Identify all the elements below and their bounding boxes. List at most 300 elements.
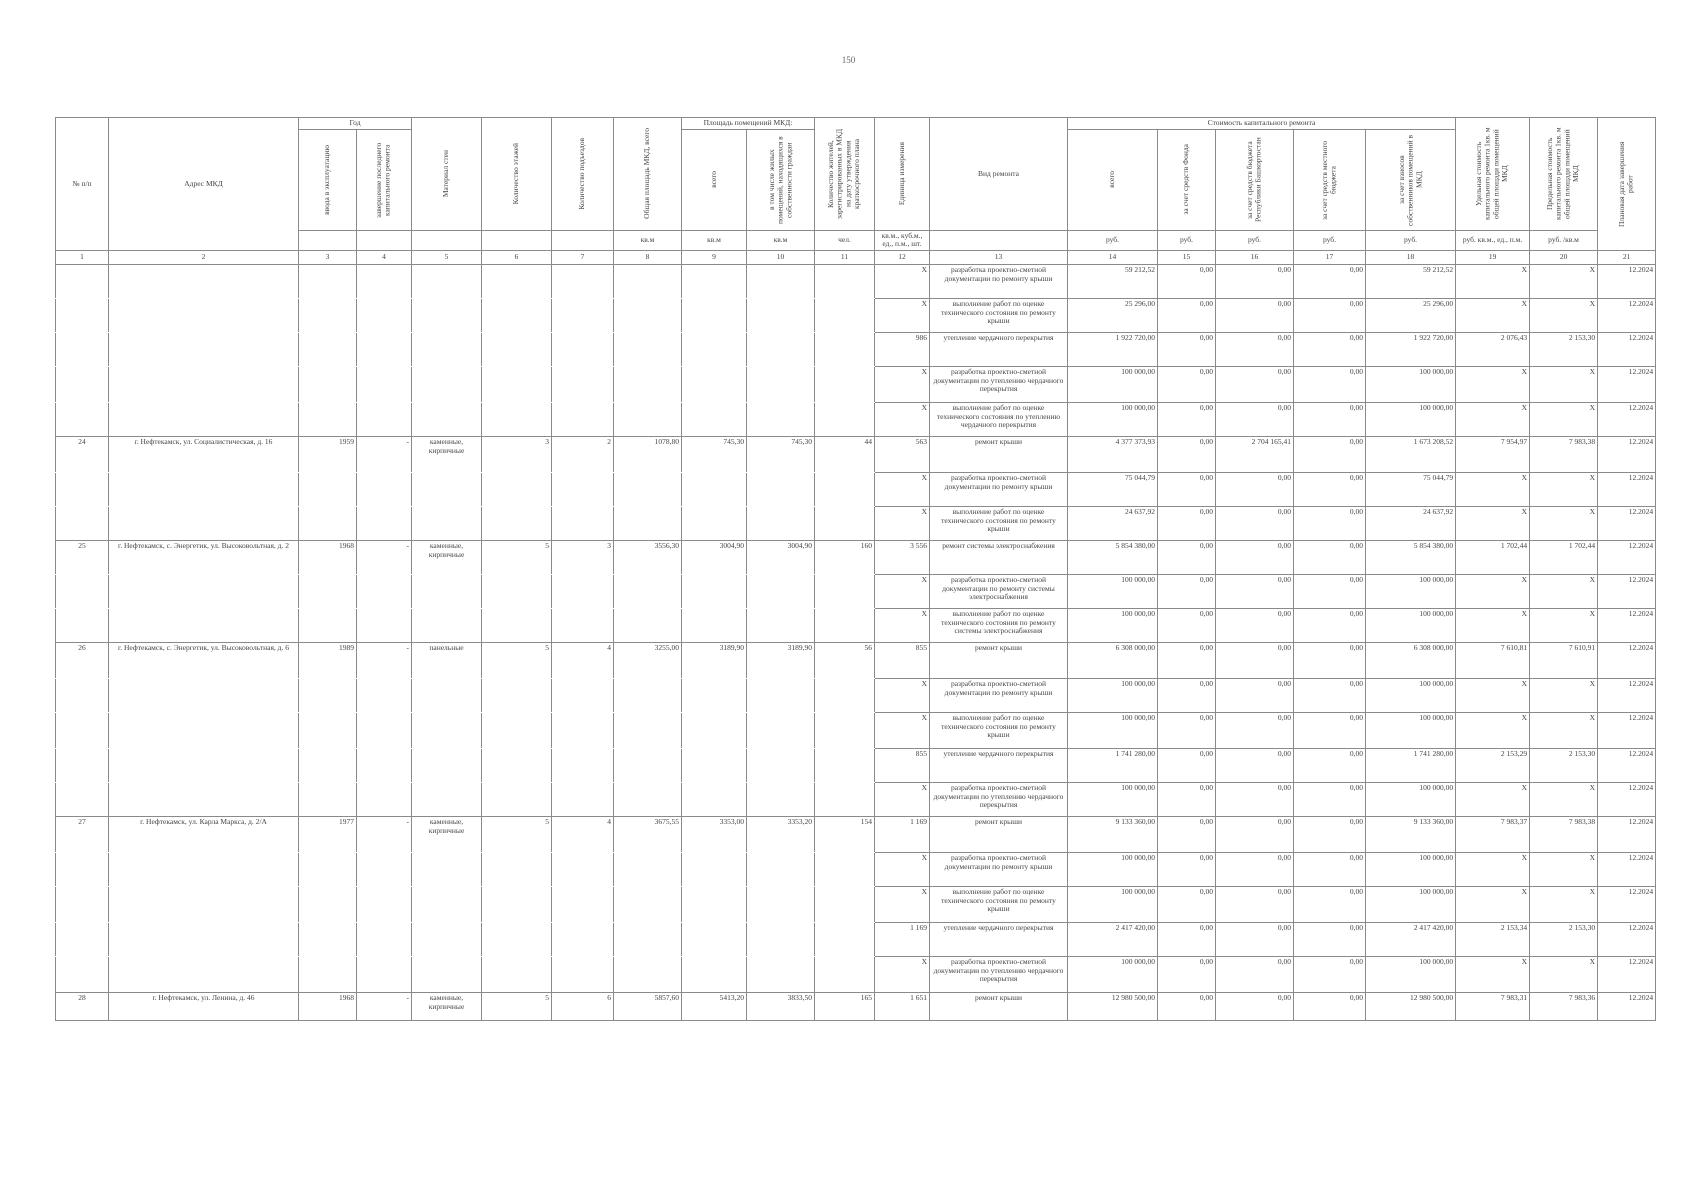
planned-date: 12.2024	[1598, 712, 1656, 748]
unit-value: 986	[875, 332, 930, 366]
cost-rb: 0,00	[1216, 506, 1294, 540]
area-residential	[747, 264, 815, 298]
total-area	[614, 712, 682, 748]
repair-type: ремонт крыши	[930, 992, 1068, 1020]
cost-mb: 0,00	[1294, 540, 1366, 574]
unit-value: 855	[875, 748, 930, 782]
floors	[482, 886, 552, 922]
area-residential: 3004,90	[747, 540, 815, 574]
wall-material	[412, 264, 482, 298]
floors	[482, 472, 552, 506]
unit-value: X	[875, 402, 930, 436]
planned-date: 12.2024	[1598, 366, 1656, 402]
wall-material	[412, 922, 482, 956]
floors: 5	[482, 642, 552, 678]
year-last-repair: -	[357, 436, 412, 472]
year-commissioned	[299, 472, 357, 506]
residents: 165	[815, 992, 875, 1020]
entrances	[552, 608, 614, 642]
floors	[482, 298, 552, 332]
cost-mb: 0,00	[1294, 574, 1366, 608]
area-premises	[682, 782, 747, 816]
repair-type: разработка проектно-сметной документации по ремонту крыши	[930, 472, 1068, 506]
residents	[815, 608, 875, 642]
cost-total: 4 377 373,93	[1068, 436, 1158, 472]
limit-cost: X	[1530, 712, 1598, 748]
address	[109, 506, 299, 540]
area-residential	[747, 852, 815, 886]
header-planned-date: Плановая дата завершения работ	[1598, 118, 1656, 251]
repair-type: разработка проектно-сметной документации по ремонту крыши	[930, 678, 1068, 712]
year-commissioned	[299, 678, 357, 712]
planned-date: 12.2024	[1598, 540, 1656, 574]
year-commissioned	[299, 608, 357, 642]
floors	[482, 402, 552, 436]
year-commissioned	[299, 298, 357, 332]
wall-material	[412, 782, 482, 816]
specific-cost: X	[1456, 678, 1530, 712]
entrances: 4	[552, 816, 614, 852]
header-cost-total: всего	[1068, 129, 1158, 230]
cost-total: 59 212,52	[1068, 264, 1158, 298]
row-number	[56, 332, 109, 366]
address	[109, 298, 299, 332]
cost-owners: 100 000,00	[1366, 852, 1456, 886]
year-last-repair	[357, 886, 412, 922]
year-last-repair	[357, 712, 412, 748]
specific-cost: X	[1456, 852, 1530, 886]
year-last-repair: -	[357, 540, 412, 574]
specific-cost: X	[1456, 402, 1530, 436]
wall-material	[412, 886, 482, 922]
planned-date: 12.2024	[1598, 992, 1656, 1020]
cost-mb: 0,00	[1294, 852, 1366, 886]
cost-total: 24 637,92	[1068, 506, 1158, 540]
cost-fund: 0,00	[1158, 678, 1216, 712]
header-year-group: Год	[299, 118, 412, 130]
header-area-total: всего	[682, 129, 747, 230]
total-area	[614, 574, 682, 608]
specific-cost: 2 153,29	[1456, 748, 1530, 782]
unit-value: 1 169	[875, 922, 930, 956]
cost-rb: 2 704 165,41	[1216, 436, 1294, 472]
table-row	[56, 298, 1656, 332]
limit-cost: X	[1530, 782, 1598, 816]
row-number	[56, 366, 109, 402]
cost-total: 1 922 720,00	[1068, 332, 1158, 366]
residents	[815, 956, 875, 992]
year-last-repair	[357, 472, 412, 506]
cost-rb: 0,00	[1216, 712, 1294, 748]
table-row	[56, 436, 1656, 472]
cost-mb: 0,00	[1294, 956, 1366, 992]
cost-fund: 0,00	[1158, 886, 1216, 922]
residents	[815, 748, 875, 782]
cost-mb: 0,00	[1294, 678, 1366, 712]
table-row	[56, 506, 1656, 540]
cost-total: 5 854 380,00	[1068, 540, 1158, 574]
wall-material: каменные, кирпичные	[412, 816, 482, 852]
entrances: 4	[552, 642, 614, 678]
cost-owners: 100 000,00	[1366, 366, 1456, 402]
cost-mb: 0,00	[1294, 402, 1366, 436]
floors	[482, 922, 552, 956]
planned-date: 12.2024	[1598, 332, 1656, 366]
cost-fund: 0,00	[1158, 574, 1216, 608]
floors	[482, 852, 552, 886]
cost-mb: 0,00	[1294, 298, 1366, 332]
cost-mb: 0,00	[1294, 264, 1366, 298]
area-premises	[682, 298, 747, 332]
row-number	[56, 852, 109, 886]
residents: 160	[815, 540, 875, 574]
table-row	[56, 264, 1656, 298]
area-residential	[747, 678, 815, 712]
area-residential: 3189,90	[747, 642, 815, 678]
floors	[482, 782, 552, 816]
wall-material	[412, 506, 482, 540]
residents	[815, 366, 875, 402]
year-commissioned: 1989	[299, 642, 357, 678]
cost-total: 100 000,00	[1068, 608, 1158, 642]
year-commissioned	[299, 402, 357, 436]
total-area	[614, 608, 682, 642]
residents: 154	[815, 816, 875, 852]
header-limit-cost: Предельная стоимость капитального ремонта 1кв. м общей площади помещений МКД	[1530, 118, 1598, 231]
table-row	[56, 816, 1656, 852]
header-address: Адрес МКД	[109, 118, 299, 251]
residents	[815, 332, 875, 366]
floors	[482, 712, 552, 748]
floors: 5	[482, 992, 552, 1020]
cost-owners: 100 000,00	[1366, 574, 1456, 608]
wall-material	[412, 852, 482, 886]
wall-material: каменные, кирпичные	[412, 540, 482, 574]
cost-fund: 0,00	[1158, 816, 1216, 852]
area-residential	[747, 712, 815, 748]
row-number	[56, 472, 109, 506]
residents	[815, 678, 875, 712]
repair-type: ремонт крыши	[930, 816, 1068, 852]
row-number	[56, 402, 109, 436]
header-area-group: Площадь помещений МКД:	[682, 118, 815, 130]
limit-cost: 2 153,30	[1530, 332, 1598, 366]
address	[109, 748, 299, 782]
address	[109, 852, 299, 886]
table-row	[56, 886, 1656, 922]
area-premises: 5413,20	[682, 992, 747, 1020]
row-number	[56, 712, 109, 748]
limit-cost: X	[1530, 366, 1598, 402]
cost-owners: 24 637,92	[1366, 506, 1456, 540]
total-area: 5857,60	[614, 992, 682, 1020]
table-row	[56, 574, 1656, 608]
area-residential	[747, 922, 815, 956]
cost-rb: 0,00	[1216, 472, 1294, 506]
year-commissioned	[299, 574, 357, 608]
table-row	[56, 782, 1656, 816]
cost-total: 100 000,00	[1068, 886, 1158, 922]
cost-rb: 0,00	[1216, 402, 1294, 436]
row-number	[56, 506, 109, 540]
header-specific-cost: Удельная стоимость капитального ремонта 1кв. м общей площади помещений МКД	[1456, 118, 1530, 231]
cost-total: 1 741 280,00	[1068, 748, 1158, 782]
address	[109, 574, 299, 608]
column-numbers-row: 1 2 3 4 5 6 7 8 9 10 11 12 13 14 15 16 17 18 19 20 21	[56, 250, 1656, 264]
residents: 56	[815, 642, 875, 678]
total-area	[614, 332, 682, 366]
area-residential	[747, 472, 815, 506]
cost-fund: 0,00	[1158, 540, 1216, 574]
repair-type: разработка проектно-сметной документации по ремонту крыши	[930, 852, 1068, 886]
area-premises	[682, 712, 747, 748]
cost-total: 100 000,00	[1068, 852, 1158, 886]
limit-cost: X	[1530, 298, 1598, 332]
address	[109, 886, 299, 922]
cost-owners: 2 417 420,00	[1366, 922, 1456, 956]
cost-rb: 0,00	[1216, 922, 1294, 956]
planned-date: 12.2024	[1598, 678, 1656, 712]
area-premises	[682, 608, 747, 642]
wall-material	[412, 298, 482, 332]
cost-rb: 0,00	[1216, 540, 1294, 574]
total-area	[614, 678, 682, 712]
cost-owners: 1 922 720,00	[1366, 332, 1456, 366]
total-area	[614, 782, 682, 816]
repair-type: выполнение работ по оценке технического состояния по ремонту крыши	[930, 298, 1068, 332]
row-number: 27	[56, 816, 109, 852]
cost-owners: 12 980 500,00	[1366, 992, 1456, 1020]
area-residential: 3833,50	[747, 992, 815, 1020]
cost-owners: 100 000,00	[1366, 608, 1456, 642]
unit-value: X	[875, 852, 930, 886]
area-premises	[682, 506, 747, 540]
limit-cost: X	[1530, 264, 1598, 298]
year-commissioned	[299, 332, 357, 366]
repair-type: выполнение работ по оценке технического состояния по утеплению чердачного перекрытия	[930, 402, 1068, 436]
header-last-repair: завершение последнего капитального ремонта	[357, 129, 412, 230]
unit-value: X	[875, 264, 930, 298]
cost-owners: 1 741 280,00	[1366, 748, 1456, 782]
cost-owners: 100 000,00	[1366, 886, 1456, 922]
cost-rb: 0,00	[1216, 366, 1294, 402]
residents	[815, 264, 875, 298]
entrances	[552, 366, 614, 402]
address	[109, 782, 299, 816]
wall-material	[412, 472, 482, 506]
area-residential: 3353,20	[747, 816, 815, 852]
cost-owners: 25 296,00	[1366, 298, 1456, 332]
cost-fund: 0,00	[1158, 472, 1216, 506]
total-area	[614, 472, 682, 506]
area-premises	[682, 922, 747, 956]
cost-fund: 0,00	[1158, 748, 1216, 782]
cost-fund: 0,00	[1158, 298, 1216, 332]
unit-value: X	[875, 678, 930, 712]
row-number: 25	[56, 540, 109, 574]
cost-total: 100 000,00	[1068, 574, 1158, 608]
floors: 3	[482, 436, 552, 472]
cost-total: 12 980 500,00	[1068, 992, 1158, 1020]
table-row	[56, 748, 1656, 782]
specific-cost: X	[1456, 782, 1530, 816]
wall-material	[412, 608, 482, 642]
table-row	[56, 678, 1656, 712]
cost-owners: 9 133 360,00	[1366, 816, 1456, 852]
address	[109, 956, 299, 992]
cost-fund: 0,00	[1158, 332, 1216, 366]
area-residential	[747, 782, 815, 816]
year-last-repair	[357, 298, 412, 332]
planned-date: 12.2024	[1598, 436, 1656, 472]
area-premises	[682, 678, 747, 712]
year-commissioned	[299, 506, 357, 540]
limit-cost: X	[1530, 608, 1598, 642]
wall-material	[412, 956, 482, 992]
total-area	[614, 852, 682, 886]
units-row: кв.м кв.м кв.м чел. кв.м., куб.м., ед., п.м., шт. руб. руб. руб. руб. руб. руб. кв.м., ед., п.м. руб. /кв.м	[56, 230, 1656, 250]
residents	[815, 506, 875, 540]
planned-date: 12.2024	[1598, 956, 1656, 992]
unit-value: X	[875, 366, 930, 402]
cost-mb: 0,00	[1294, 506, 1366, 540]
address	[109, 264, 299, 298]
wall-material	[412, 712, 482, 748]
entrances	[552, 298, 614, 332]
cost-mb: 0,00	[1294, 748, 1366, 782]
year-last-repair	[357, 506, 412, 540]
cost-rb: 0,00	[1216, 574, 1294, 608]
total-area	[614, 886, 682, 922]
cost-rb: 0,00	[1216, 956, 1294, 992]
cost-fund: 0,00	[1158, 922, 1216, 956]
year-commissioned	[299, 886, 357, 922]
wall-material	[412, 574, 482, 608]
cost-owners: 100 000,00	[1366, 402, 1456, 436]
cost-mb: 0,00	[1294, 816, 1366, 852]
specific-cost: X	[1456, 298, 1530, 332]
address	[109, 678, 299, 712]
header-cost-rb: за счет средств бюджета Республики Башкортостан	[1216, 129, 1294, 230]
table-row	[56, 608, 1656, 642]
repair-type: утепление чердачного перекрытия	[930, 922, 1068, 956]
entrances: 2	[552, 436, 614, 472]
entrances	[552, 956, 614, 992]
area-premises: 745,30	[682, 436, 747, 472]
cost-mb: 0,00	[1294, 922, 1366, 956]
table-row	[56, 922, 1656, 956]
cost-mb: 0,00	[1294, 436, 1366, 472]
header-unit: Единица измерения	[875, 118, 930, 231]
area-residential	[747, 574, 815, 608]
total-area: 3255,00	[614, 642, 682, 678]
floors	[482, 608, 552, 642]
specific-cost: X	[1456, 886, 1530, 922]
table-row	[56, 992, 1656, 1020]
area-residential	[747, 366, 815, 402]
cost-fund: 0,00	[1158, 782, 1216, 816]
entrances	[552, 506, 614, 540]
cost-mb: 0,00	[1294, 332, 1366, 366]
entrances	[552, 748, 614, 782]
header-cost-mb: за счет средств местного бюджета	[1294, 129, 1366, 230]
table-row	[56, 852, 1656, 886]
page-number: 150	[841, 55, 856, 65]
cost-fund: 0,00	[1158, 402, 1216, 436]
cost-total: 6 308 000,00	[1068, 642, 1158, 678]
planned-date: 12.2024	[1598, 472, 1656, 506]
header-cost-fund: за счет средств Фонда	[1158, 129, 1216, 230]
cost-mb: 0,00	[1294, 782, 1366, 816]
cost-owners: 6 308 000,00	[1366, 642, 1456, 678]
residents	[815, 712, 875, 748]
unit-value: 563	[875, 436, 930, 472]
cost-total: 75 044,79	[1068, 472, 1158, 506]
address	[109, 402, 299, 436]
cost-mb: 0,00	[1294, 712, 1366, 748]
cost-owners: 1 673 208,52	[1366, 436, 1456, 472]
unit-value: 1 169	[875, 816, 930, 852]
year-commissioned: 1968	[299, 992, 357, 1020]
address	[109, 332, 299, 366]
row-number: 24	[56, 436, 109, 472]
row-number	[56, 748, 109, 782]
cost-owners: 5 854 380,00	[1366, 540, 1456, 574]
total-area	[614, 506, 682, 540]
residents	[815, 886, 875, 922]
floors: 5	[482, 816, 552, 852]
specific-cost: X	[1456, 264, 1530, 298]
cost-mb: 0,00	[1294, 642, 1366, 678]
cost-fund: 0,00	[1158, 436, 1216, 472]
year-commissioned	[299, 782, 357, 816]
total-area: 3675,55	[614, 816, 682, 852]
area-premises: 3189,90	[682, 642, 747, 678]
floors	[482, 956, 552, 992]
area-premises	[682, 332, 747, 366]
wall-material: панельные	[412, 642, 482, 678]
residents	[815, 852, 875, 886]
limit-cost: 7 983,38	[1530, 436, 1598, 472]
cost-total: 100 000,00	[1068, 782, 1158, 816]
limit-cost: X	[1530, 472, 1598, 506]
unit-value: X	[875, 886, 930, 922]
area-premises	[682, 402, 747, 436]
entrances	[552, 402, 614, 436]
specific-cost: X	[1456, 574, 1530, 608]
cost-fund: 0,00	[1158, 264, 1216, 298]
total-area	[614, 748, 682, 782]
planned-date: 12.2024	[1598, 402, 1656, 436]
row-number: 26	[56, 642, 109, 678]
planned-date: 12.2024	[1598, 642, 1656, 678]
entrances	[552, 852, 614, 886]
address: г. Нефтекамск, ул. Ленина, д. 46	[109, 992, 299, 1020]
cost-rb: 0,00	[1216, 748, 1294, 782]
cost-rb: 0,00	[1216, 264, 1294, 298]
residents	[815, 298, 875, 332]
specific-cost: 2 076,43	[1456, 332, 1530, 366]
wall-material	[412, 332, 482, 366]
specific-cost: 2 153,34	[1456, 922, 1530, 956]
cost-owners: 100 000,00	[1366, 782, 1456, 816]
row-number: 28	[56, 992, 109, 1020]
limit-cost: 7 983,36	[1530, 992, 1598, 1020]
planned-date: 12.2024	[1598, 922, 1656, 956]
total-area	[614, 366, 682, 402]
residents	[815, 574, 875, 608]
cost-rb: 0,00	[1216, 852, 1294, 886]
